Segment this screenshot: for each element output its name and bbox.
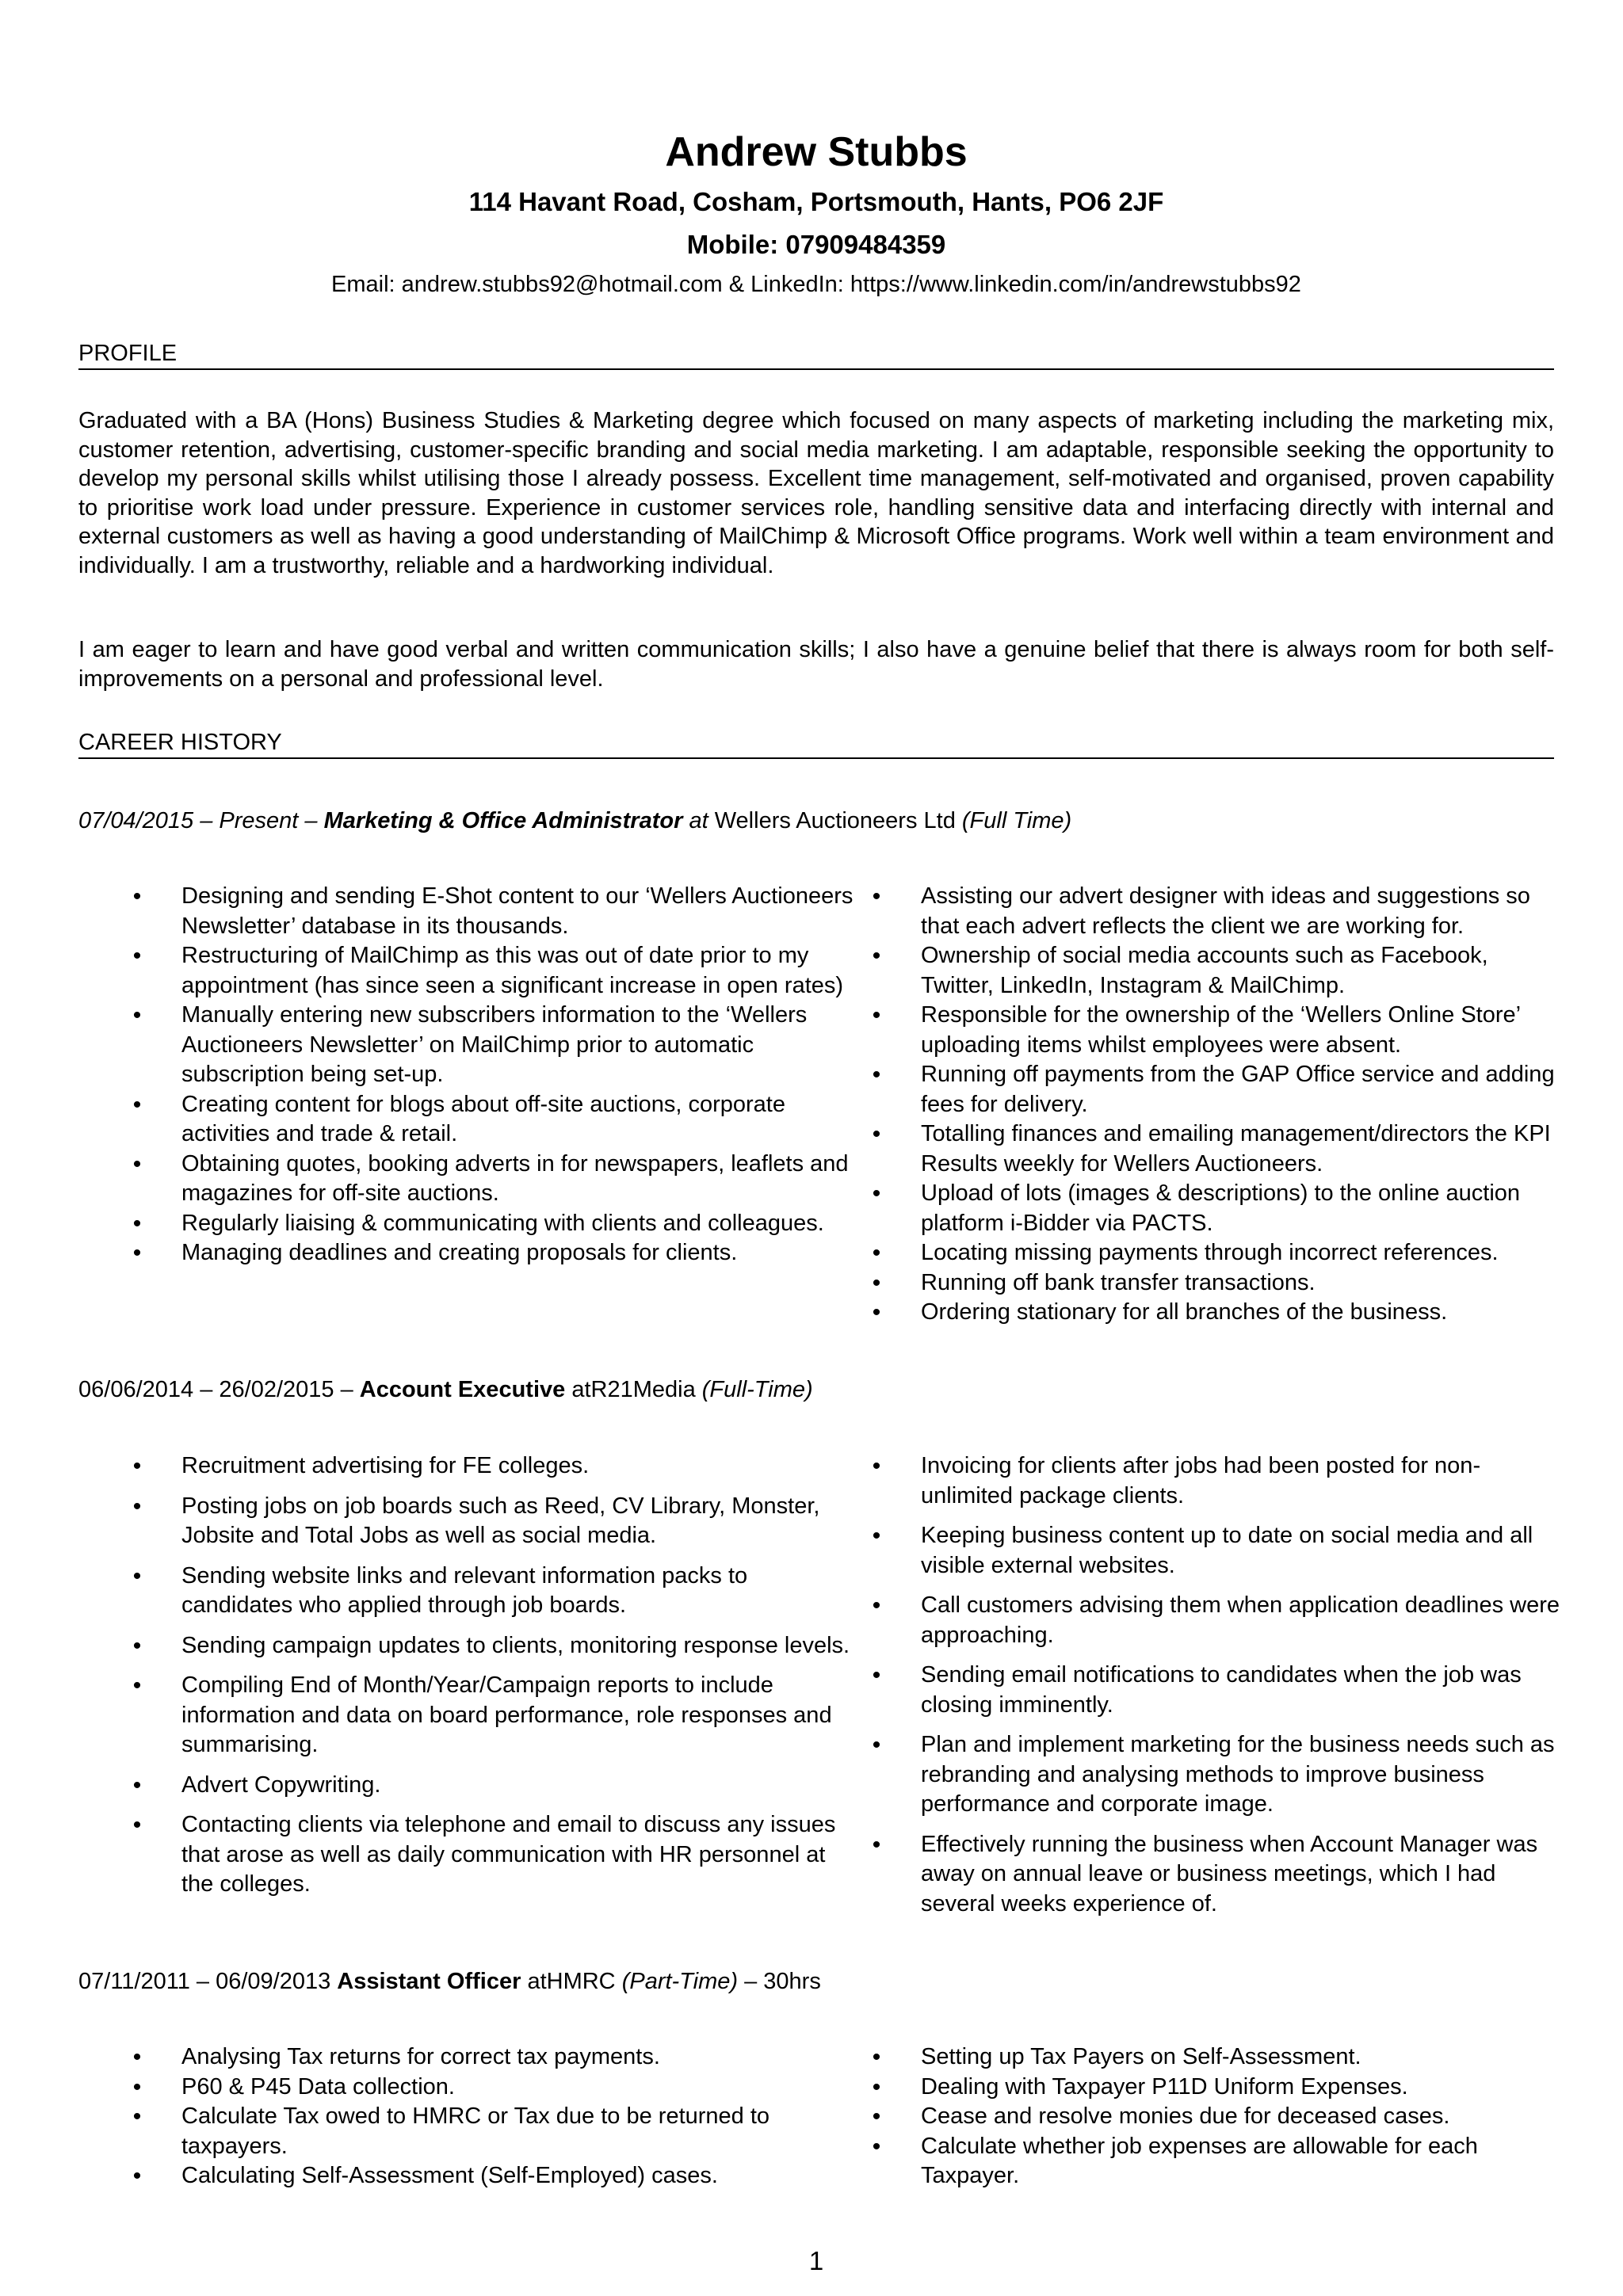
list-item: • Designing and sending E-Shot content to our ‘Wellers Auctioneers Newsletter’ database in its thousands. [129,882,858,941]
job-title: Account Executive [359,1377,566,1402]
bullet-icon [869,1268,884,1299]
job-title-line [78,807,1554,835]
job-at: at [527,1969,547,1994]
list-item: • Effectively running the business when Account Manager was away on annual leave or business meetings, which I had several weeks experience of. [869,1830,1566,1920]
bullet-icon [129,2161,145,2192]
bullet-icon [869,1238,884,1269]
list-item: • Compiling End of Month/Year/Campaign reports to include information and data on board performance, role responses and summarising. [129,1671,858,1760]
bullet-icon [869,2073,884,2103]
job-hours: – 30hrs [744,1969,821,1994]
list-item: • Locating missing payments through incorrect references. [869,1238,1566,1268]
list-item: • Call customers advising them when application deadlines were approaching. [869,1591,1566,1650]
bullet-icon [129,1631,145,1662]
bullet-icon [129,2073,145,2103]
bullet-icon [129,2042,145,2073]
bullet-icon [129,1150,145,1180]
list-item: • Running off payments from the GAP Office service and adding fees for delivery. [869,1060,1566,1119]
candidate-name: Andrew Stubbs [665,129,968,175]
career-history-heading: CAREER HISTORY [78,729,1554,759]
bullet-icon [129,1771,145,1802]
list-item: • Assisting our advert designer with ideas and suggestions so that each advert reflects the client we are working for. [869,882,1566,941]
bullet-icon [129,1001,145,1032]
job-type: (Part-Time) [621,1969,739,1994]
list-item: • Ordering stationary for all branches of the business. [869,1298,1566,1328]
list-item: • Responsible for the ownership of the ‘Wellers Online Store’ uploading items whilst employees were absent. [869,1001,1566,1060]
bullet-icon [129,882,145,913]
list-item: • Managing deadlines and creating proposals for clients. [129,1238,858,1268]
job-title-line [78,1375,1554,1404]
job-type: (Full-Time) [701,1377,813,1402]
job-at: at [571,1377,591,1402]
job-duties-right [869,882,1566,1328]
list-item: • P60 & P45 Data collection. [129,2073,858,2103]
list-item: • Calculate whether job expenses are allowable for each Taxpayer. [869,2132,1566,2191]
bullet-icon [869,1001,884,1032]
bullet-icon [869,1730,884,1761]
list-item: • Posting jobs on job boards such as Reed, CV Library, Monster, Jobsite and Total Jobs as well as social media. [129,1492,858,1551]
profile-paragraph-1: Graduated with a BA (Hons) Business Studies & Marketing degree which focused on many aspects of marketing including the marketing mix, customer retention, advertising, customer-specific branding and social media marketing. I am adaptable, responsible seeking the opportunity to develop my personal skills whilst utilising those I already possess. Excellent time management, self-motivated and organised, proven capability to prioritise work load under pressure. Experience in customer services role, handling sensitive data and interfacing directly with internal and external customers as well as having a good understanding of MailChimp & Microsoft Office programs. Work well within a team environment and individually. I am a trustworthy, reliable and a hardworking individual. [78,408,1554,578]
bullet-icon [869,1591,884,1622]
bullet-icon [129,1451,145,1482]
list-item: • Restructuring of MailChimp as this was out of date prior to my appointment (has since seen a significant increase in open rates) [129,941,858,1001]
job-duties-right [869,2042,1566,2191]
job-duties-left [129,2042,858,2191]
job-duties-left [129,1451,858,1910]
bullet-icon [869,1451,884,1482]
job-company: HMRC [546,1969,616,1994]
bullet-icon [129,1090,145,1121]
list-item: • Calculating Self-Assessment (Self-Employed) cases. [129,2161,858,2191]
list-item: • Invoicing for clients after jobs had been posted for non-unlimited package clients. [869,1451,1566,1511]
list-item: • Ownership of social media accounts such as Facebook, Twitter, LinkedIn, Instagram & MailChimp. [869,941,1566,1001]
list-item: • Creating content for blogs about off-site auctions, corporate activities and trade & retail. [129,1090,858,1150]
contact-line: Email: andrew.stubbs92@hotmail.com & LinkedIn: https://www.linkedin.com/in/andrewstubbs92 [331,272,1301,297]
bullet-icon [869,882,884,913]
bullet-icon [869,1298,884,1329]
bullet-icon [129,1238,145,1269]
mobile-number: Mobile: 07909484359 [686,230,946,259]
page-number: 1 [808,2246,824,2275]
list-item: • Calculate Tax owed to HMRC or Tax due to be returned to taxpayers. [129,2102,858,2161]
list-item: • Keeping business content up to date on social media and all visible external websites. [869,1521,1566,1581]
list-item: • Manually entering new subscribers information to the ‘Wellers Auctioneers Newsletter’ on MailChimp prior to automatic subscription being set-up. [129,1001,858,1090]
list-item: • Sending campaign updates to clients, monitoring response levels. [129,1631,858,1661]
list-item: • Upload of lots (images & descriptions) to the online auction platform i-Bidder via PACTS. [869,1179,1566,1238]
list-item: • Recruitment advertising for FE colleges. [129,1451,858,1482]
job-at: at [689,808,708,833]
job-title-line [78,1967,1554,1996]
list-item: • Running off bank transfer transactions. [869,1268,1566,1299]
bullet-icon [129,1562,145,1592]
list-item: • Setting up Tax Payers on Self-Assessment. [869,2042,1566,2073]
bullet-icon [869,2102,884,2133]
bullet-icon [869,1661,884,1691]
list-item: • Cease and resolve monies due for deceased cases. [869,2102,1566,2132]
bullet-icon [869,1060,884,1091]
bullet-icon [129,2102,145,2133]
job-dates: 07/04/2015 – Present – [78,808,318,833]
bullet-icon [869,2042,884,2073]
job-company: R21Media [590,1377,696,1402]
bullet-icon [129,1209,145,1240]
list-item: • Sending email notifications to candidates when the job was closing imminently. [869,1661,1566,1720]
job-duties-left [129,882,858,1268]
job-dates: 07/11/2011 – 06/09/2013 [78,1969,331,1994]
job-title: Assistant Officer [337,1969,521,1994]
bullet-icon [129,1671,145,1702]
job-company: Wellers Auctioneers Ltd [714,808,956,833]
list-item: • Plan and implement marketing for the business needs such as rebranding and analysing methods to improve business performance and corporate image. [869,1730,1566,1820]
bullet-icon [869,1179,884,1210]
bullet-icon [129,1492,145,1523]
list-item: • Sending website links and relevant information packs to candidates who applied through job boards. [129,1562,858,1621]
bullet-icon [869,1521,884,1552]
profile-heading: PROFILE [78,340,1554,370]
list-item: • Analysing Tax returns for correct tax payments. [129,2042,858,2073]
list-item: • Totalling finances and emailing management/directors the KPI Results weekly for Wellers Auctioneers. [869,1119,1566,1179]
job-dates: 06/06/2014 – 26/02/2015 – [78,1377,353,1402]
bullet-icon [869,941,884,972]
profile-paragraph-2: I am eager to learn and have good verbal and written communication skills; I also have a genuine belief that there is always room for both self-improvements on a personal and professional level. [78,637,1554,692]
job-title: Marketing & Office Administrator [323,808,683,833]
list-item: • Advert Copywriting. [129,1771,858,1801]
job-type: (Full Time) [961,808,1072,833]
list-item: • Dealing with Taxpayer P11D Uniform Expenses. [869,2073,1566,2103]
bullet-icon [129,1810,145,1841]
bullet-icon [129,941,145,972]
address: 114 Havant Road, Cosham, Portsmouth, Hants, PO6 2JF [468,187,1164,216]
bullet-icon [869,1830,884,1861]
list-item: • Obtaining quotes, booking adverts in for newspapers, leaflets and magazines for off-site auctions. [129,1150,858,1209]
job-duties-right [869,1451,1566,1929]
list-item: • Regularly liaising & communicating with clients and colleagues. [129,1209,858,1239]
bullet-icon [869,1119,884,1150]
bullet-icon [869,2132,884,2163]
list-item: • Contacting clients via telephone and email to discuss any issues that arose as well as daily communication with HR personnel at the colleges. [129,1810,858,1900]
